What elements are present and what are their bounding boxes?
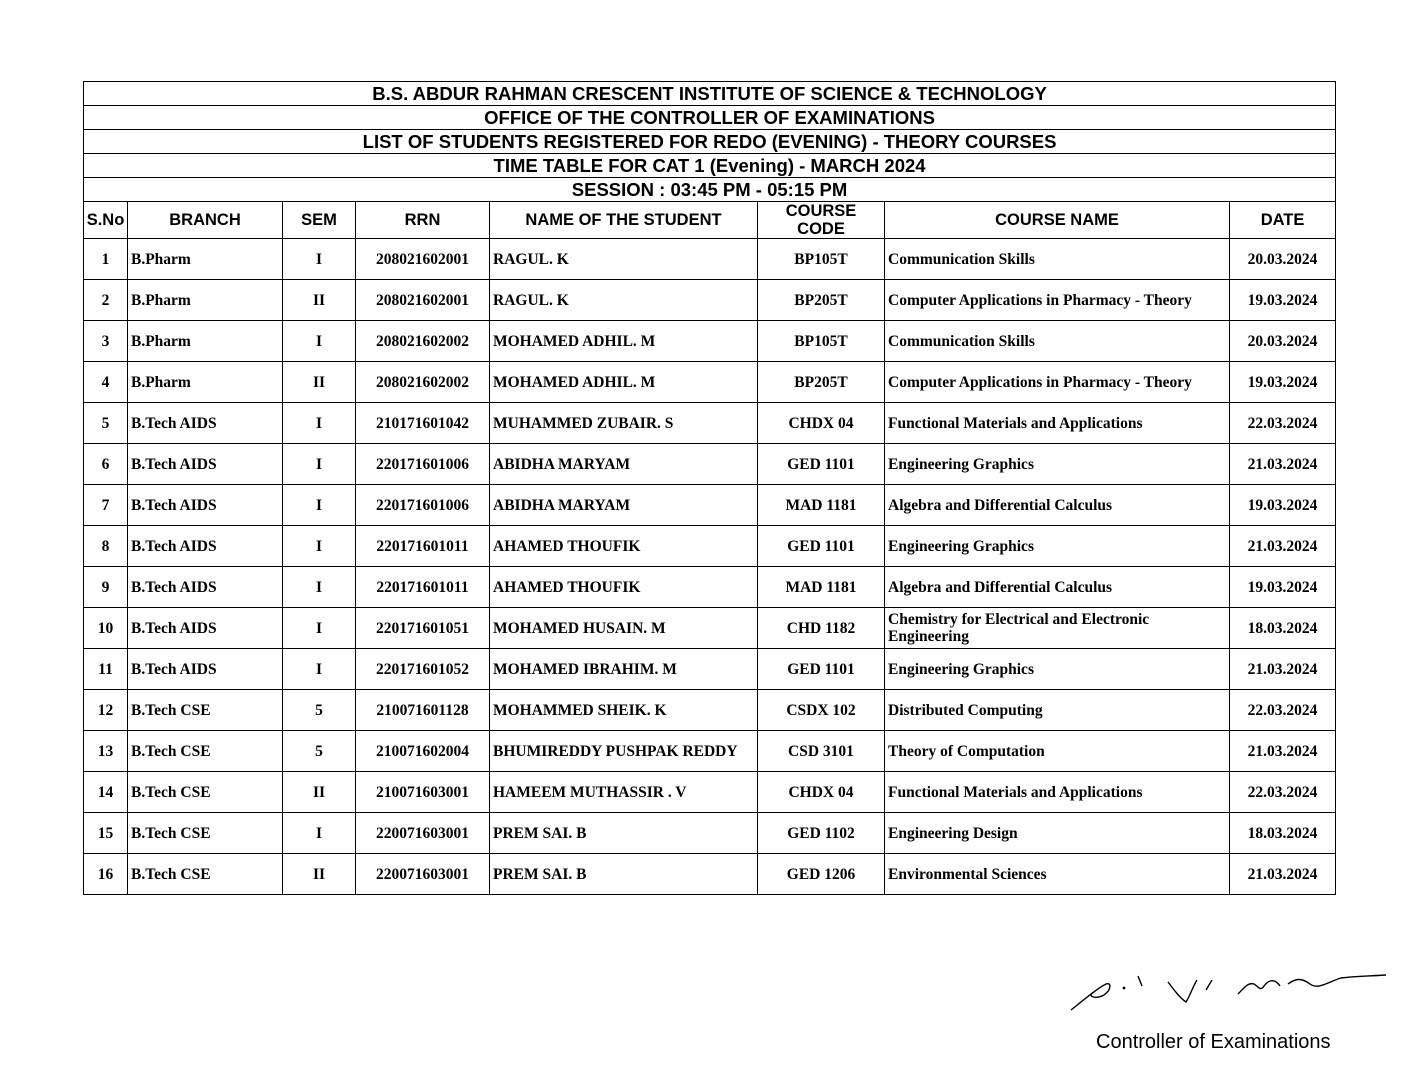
cell-date: 20.03.2024 <box>1230 239 1336 280</box>
cell-course-code: BP105T <box>758 239 885 280</box>
table-row <box>84 731 1336 772</box>
cell-sno: 8 <box>84 526 128 567</box>
cell-student-name: MOHAMED ADHIL. M <box>490 321 758 362</box>
cell-sem: 5 <box>283 690 356 731</box>
cell-rrn: 208021602002 <box>356 321 490 362</box>
cell-date: 19.03.2024 <box>1230 485 1336 526</box>
cell-sno: 6 <box>84 444 128 485</box>
cell-branch: B.Tech AIDS <box>128 649 283 690</box>
cell-branch: B.Tech AIDS <box>128 608 283 649</box>
cell-branch: B.Tech CSE <box>128 772 283 813</box>
cell-sno: 3 <box>84 321 128 362</box>
registration-table <box>83 81 1336 895</box>
cell-date: 22.03.2024 <box>1230 772 1336 813</box>
table-row <box>84 772 1336 813</box>
cell-course-name: Functional Materials and Applications <box>885 403 1230 444</box>
cell-student-name: MOHAMED ADHIL. M <box>490 362 758 403</box>
cell-course-code: CHDX 04 <box>758 403 885 444</box>
cell-date: 21.03.2024 <box>1230 649 1336 690</box>
column-header-date: DATE <box>1230 202 1336 239</box>
column-header-branch: BRANCH <box>128 202 283 239</box>
cell-course-name: Theory of Computation <box>885 731 1230 772</box>
cell-student-name: MOHAMED HUSAIN. M <box>490 608 758 649</box>
cell-sem: I <box>283 608 356 649</box>
cell-course-code: BP205T <box>758 280 885 321</box>
cell-sem: II <box>283 280 356 321</box>
table-row <box>84 362 1336 403</box>
table-row <box>84 567 1336 608</box>
cell-student-name: ABIDHA MARYAM <box>490 485 758 526</box>
cell-date: 22.03.2024 <box>1230 690 1336 731</box>
column-header-course-code: COURSE CODE <box>758 202 885 239</box>
cell-sem: I <box>283 485 356 526</box>
column-header-row <box>84 202 1336 239</box>
cell-course-code: CSD 3101 <box>758 731 885 772</box>
cell-course-name: Communication Skills <box>885 321 1230 362</box>
cell-rrn: 220171601051 <box>356 608 490 649</box>
cell-date: 21.03.2024 <box>1230 526 1336 567</box>
cell-course-code: GED 1101 <box>758 526 885 567</box>
list-title: LIST OF STUDENTS REGISTERED FOR REDO (EVENING) - THEORY COURSES <box>84 130 1336 154</box>
cell-branch: B.Tech AIDS <box>128 567 283 608</box>
cell-date: 20.03.2024 <box>1230 321 1336 362</box>
column-header-rrn: RRN <box>356 202 490 239</box>
table-row <box>84 403 1336 444</box>
cell-date: 21.03.2024 <box>1230 444 1336 485</box>
cell-course-name: Engineering Graphics <box>885 649 1230 690</box>
cell-sno: 1 <box>84 239 128 280</box>
cell-student-name: PREM SAI. B <box>490 813 758 854</box>
cell-branch: B.Pharm <box>128 362 283 403</box>
cell-course-name: Algebra and Differential Calculus <box>885 567 1230 608</box>
cell-sem: II <box>283 772 356 813</box>
cell-branch: B.Tech AIDS <box>128 485 283 526</box>
cell-sem: II <box>283 854 356 895</box>
cell-sno: 12 <box>84 690 128 731</box>
cell-course-code: BP105T <box>758 321 885 362</box>
table-row <box>84 485 1336 526</box>
cell-student-name: AHAMED THOUFIK <box>490 567 758 608</box>
cell-branch: B.Pharm <box>128 280 283 321</box>
cell-course-code: CSDX 102 <box>758 690 885 731</box>
cell-rrn: 208021602001 <box>356 239 490 280</box>
cell-rrn: 208021602001 <box>356 280 490 321</box>
table-row <box>84 608 1336 649</box>
cell-course-code: CHD 1182 <box>758 608 885 649</box>
cell-sno: 5 <box>84 403 128 444</box>
cell-rrn: 220171601006 <box>356 444 490 485</box>
table-row <box>84 444 1336 485</box>
cell-sem: I <box>283 649 356 690</box>
cell-student-name: RAGUL. K <box>490 280 758 321</box>
table-row <box>84 321 1336 362</box>
cell-sem: I <box>283 403 356 444</box>
cell-branch: B.Tech CSE <box>128 690 283 731</box>
cell-date: 19.03.2024 <box>1230 567 1336 608</box>
cell-date: 18.03.2024 <box>1230 813 1336 854</box>
cell-rrn: 220171601011 <box>356 526 490 567</box>
cell-sno: 10 <box>84 608 128 649</box>
cell-student-name: AHAMED THOUFIK <box>490 526 758 567</box>
cell-sno: 14 <box>84 772 128 813</box>
cell-student-name: MOHAMMED SHEIK. K <box>490 690 758 731</box>
cell-sno: 9 <box>84 567 128 608</box>
cell-course-code: BP205T <box>758 362 885 403</box>
table-row <box>84 690 1336 731</box>
cell-sem: I <box>283 239 356 280</box>
cell-course-name: Algebra and Differential Calculus <box>885 485 1230 526</box>
cell-sem: I <box>283 321 356 362</box>
cell-date: 18.03.2024 <box>1230 608 1336 649</box>
session-title: SESSION : 03:45 PM - 05:15 PM <box>84 178 1336 202</box>
table-row <box>84 239 1336 280</box>
column-header-name: NAME OF THE STUDENT <box>490 202 758 239</box>
cell-student-name: MOHAMED IBRAHIM. M <box>490 649 758 690</box>
cell-course-name: Communication Skills <box>885 239 1230 280</box>
cell-student-name: RAGUL. K <box>490 239 758 280</box>
table-row <box>84 649 1336 690</box>
cell-course-name: Chemistry for Electrical and Electronic Engineering <box>885 608 1230 649</box>
cell-sno: 2 <box>84 280 128 321</box>
cell-sno: 4 <box>84 362 128 403</box>
cell-rrn: 208021602002 <box>356 362 490 403</box>
cell-student-name: ABIDHA MARYAM <box>490 444 758 485</box>
cell-course-code: GED 1101 <box>758 649 885 690</box>
column-header-sem: SEM <box>283 202 356 239</box>
cell-course-name: Environmental Sciences <box>885 854 1230 895</box>
cell-rrn: 210071603001 <box>356 772 490 813</box>
cell-student-name: HAMEEM MUTHASSIR . V <box>490 772 758 813</box>
cell-course-code: GED 1102 <box>758 813 885 854</box>
cell-branch: B.Tech AIDS <box>128 526 283 567</box>
controller-of-examinations-label: Controller of Examinations <box>1096 1031 1331 1053</box>
cell-sno: 15 <box>84 813 128 854</box>
cell-branch: B.Tech AIDS <box>128 403 283 444</box>
cell-course-name: Functional Materials and Applications <box>885 772 1230 813</box>
cell-course-name: Engineering Design <box>885 813 1230 854</box>
cell-course-name: Engineering Graphics <box>885 526 1230 567</box>
cell-course-code: MAD 1181 <box>758 485 885 526</box>
cell-course-name: Distributed Computing <box>885 690 1230 731</box>
institute-title: B.S. ABDUR RAHMAN CRESCENT INSTITUTE OF SCIENCE & TECHNOLOGY <box>84 82 1336 106</box>
cell-rrn: 220071603001 <box>356 854 490 895</box>
cell-date: 19.03.2024 <box>1230 362 1336 403</box>
cell-sem: 5 <box>283 731 356 772</box>
signature-image <box>1066 968 1391 1018</box>
cell-sem: I <box>283 567 356 608</box>
cell-course-code: GED 1101 <box>758 444 885 485</box>
cell-date: 19.03.2024 <box>1230 280 1336 321</box>
office-title: OFFICE OF THE CONTROLLER OF EXAMINATIONS <box>84 106 1336 130</box>
cell-course-name: Engineering Graphics <box>885 444 1230 485</box>
column-header-sno: S.No <box>84 202 128 239</box>
table-row <box>84 854 1336 895</box>
cell-student-name: BHUMIREDDY PUSHPAK REDDY <box>490 731 758 772</box>
table-row <box>84 526 1336 567</box>
column-header-course-name: COURSE NAME <box>885 202 1230 239</box>
cell-sem: I <box>283 813 356 854</box>
cell-branch: B.Pharm <box>128 321 283 362</box>
cell-date: 21.03.2024 <box>1230 731 1336 772</box>
cell-course-code: MAD 1181 <box>758 567 885 608</box>
cell-rrn: 220171601052 <box>356 649 490 690</box>
cell-sem: I <box>283 444 356 485</box>
cell-course-name: Computer Applications in Pharmacy - Theory <box>885 280 1230 321</box>
cell-student-name: PREM SAI. B <box>490 854 758 895</box>
table-row <box>84 813 1336 854</box>
cell-sno: 16 <box>84 854 128 895</box>
cell-rrn: 220171601006 <box>356 485 490 526</box>
cell-course-name: Computer Applications in Pharmacy - Theory <box>885 362 1230 403</box>
cell-sno: 11 <box>84 649 128 690</box>
cell-date: 22.03.2024 <box>1230 403 1336 444</box>
cell-course-code: GED 1206 <box>758 854 885 895</box>
cell-rrn: 210171601042 <box>356 403 490 444</box>
cell-sno: 7 <box>84 485 128 526</box>
cell-sem: I <box>283 526 356 567</box>
cell-student-name: MUHAMMED ZUBAIR. S <box>490 403 758 444</box>
timetable-title: TIME TABLE FOR CAT 1 (Evening) - MARCH 2024 <box>84 154 1336 178</box>
cell-rrn: 220071603001 <box>356 813 490 854</box>
cell-course-code: CHDX 04 <box>758 772 885 813</box>
table-row <box>84 280 1336 321</box>
cell-sno: 13 <box>84 731 128 772</box>
cell-branch: B.Tech CSE <box>128 731 283 772</box>
cell-branch: B.Pharm <box>128 239 283 280</box>
cell-rrn: 210071602004 <box>356 731 490 772</box>
cell-branch: B.Tech CSE <box>128 854 283 895</box>
cell-branch: B.Tech CSE <box>128 813 283 854</box>
cell-rrn: 220171601011 <box>356 567 490 608</box>
cell-sem: II <box>283 362 356 403</box>
cell-branch: B.Tech AIDS <box>128 444 283 485</box>
cell-rrn: 210071601128 <box>356 690 490 731</box>
cell-date: 21.03.2024 <box>1230 854 1336 895</box>
